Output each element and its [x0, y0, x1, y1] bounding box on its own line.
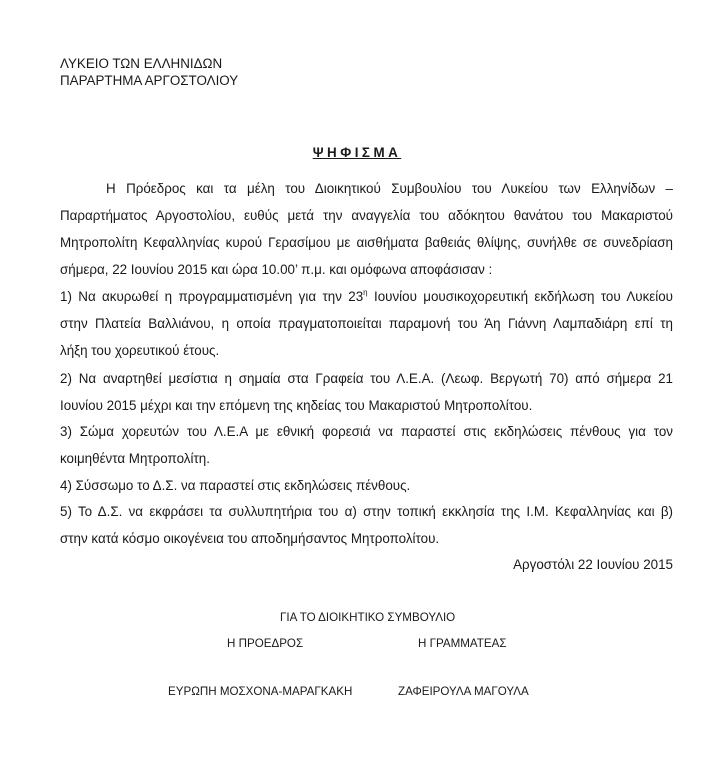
decision-line: 4) Σύσσωμο το Δ.Σ. να παραστεί στις εκδηλώσεις πένθους.: [60, 478, 411, 493]
secretary-name: ΖΑΦΕΙΡΟΥΛΑ ΜΑΓΟΥΛΑ: [398, 685, 529, 698]
intro-line: Παραρτήματος Αργοστολίου, ευθύς μετά την αναγγελία του αδόκητου θανάτου του Μακαριστού: [60, 208, 673, 223]
decision-line: 2) Να αναρτηθεί μεσίστια η σημαία στα Γραφεία του Λ.Ε.Α. (Λεωφ. Βεργωτή 70) από σήμερα 21: [60, 371, 673, 386]
decision-line: 1) Να ακυρωθεί η προγραμματισμένη για την $23^\eta$ Ιουνίου μουσικοχορευτική εκδήλωση του Λυκείου: [60, 288, 673, 304]
document-title: ΨΗΦΙΣΜΑ: [312, 145, 402, 160]
intro-line: Η Πρόεδρος και τα μέλη του Διοικητικού Συμβουλίου του Λυκείου των Ελληνίδων –: [106, 181, 673, 196]
decision-line: στην κατά κόσμο οικογένεια του αποδημήσαντος Μητροπολίτου.: [60, 531, 440, 546]
intro-line: σήμερα, 22 Ιουνίου 2015 και ώρα 10.00’ π.μ. και ομόφωνα αποφάσισαν :: [60, 262, 493, 277]
board-caption: ΓΙΑ ΤΟ ΔΙΟΙΚΗΤΙΚΟ ΣΥΜΒΟΥΛΙΟ: [280, 611, 456, 624]
secretary-title: Η ΓΡΑΜΜΑΤΕΑΣ: [418, 637, 507, 650]
intro-line: Μητροπολίτη Κεφαλληνίας κυρού Γερασίμου με αισθήματα βαθειάς θλίψης, συνήλθε σε συνεδρίαση: [60, 235, 673, 250]
superscript-ordinal: η: [363, 288, 368, 297]
president-name: ΕΥΡΩΠΗ ΜΟΣΧΟΝΑ-ΜΑΡΑΓΚΑΚΗ: [168, 685, 353, 698]
decision-line: κοιμηθέντα Μητροπολίτη.: [60, 451, 210, 466]
decision-line: 5) Το Δ.Σ. να εκφράσει τα συλλυπητήρια του α) στην τοπική εκκλησία της Ι.Μ. Κεφαλληνίας και β): [60, 504, 673, 519]
org-name: ΛΥΚΕΙΟ ΤΩΝ ΕΛΛΗΝΙΔΩΝ: [60, 56, 223, 71]
org-branch: ΠΑΡΑΡΤΗΜΑ ΑΡΓΟΣΤΟΛΙΟΥ: [60, 73, 239, 88]
decision-line: λήξη του χορευτικού έτους.: [60, 343, 220, 358]
decision-line: στην Πλατεία Βαλλιάνου, η οποία πραγματοποιείται παραμονή του Άη Γιάννη Λαμπαδιάρη επί τη: [60, 316, 673, 331]
president-title: Η ΠΡΟΕΔΡΟΣ: [227, 637, 304, 650]
place-date: Αργοστόλι 22 Ιουνίου 2015: [513, 557, 673, 572]
decision-line: Ιουνίου 2015 μέχρι και την επόμενη της κηδείας του Μακαριστού Μητροπολίτου.: [60, 398, 533, 413]
decision-line: 3) Σώμα χορευτών του Λ.Ε.Α με εθνική φορεσιά να παραστεί στις εκδηλώσεις πένθους για τον: [60, 424, 673, 439]
